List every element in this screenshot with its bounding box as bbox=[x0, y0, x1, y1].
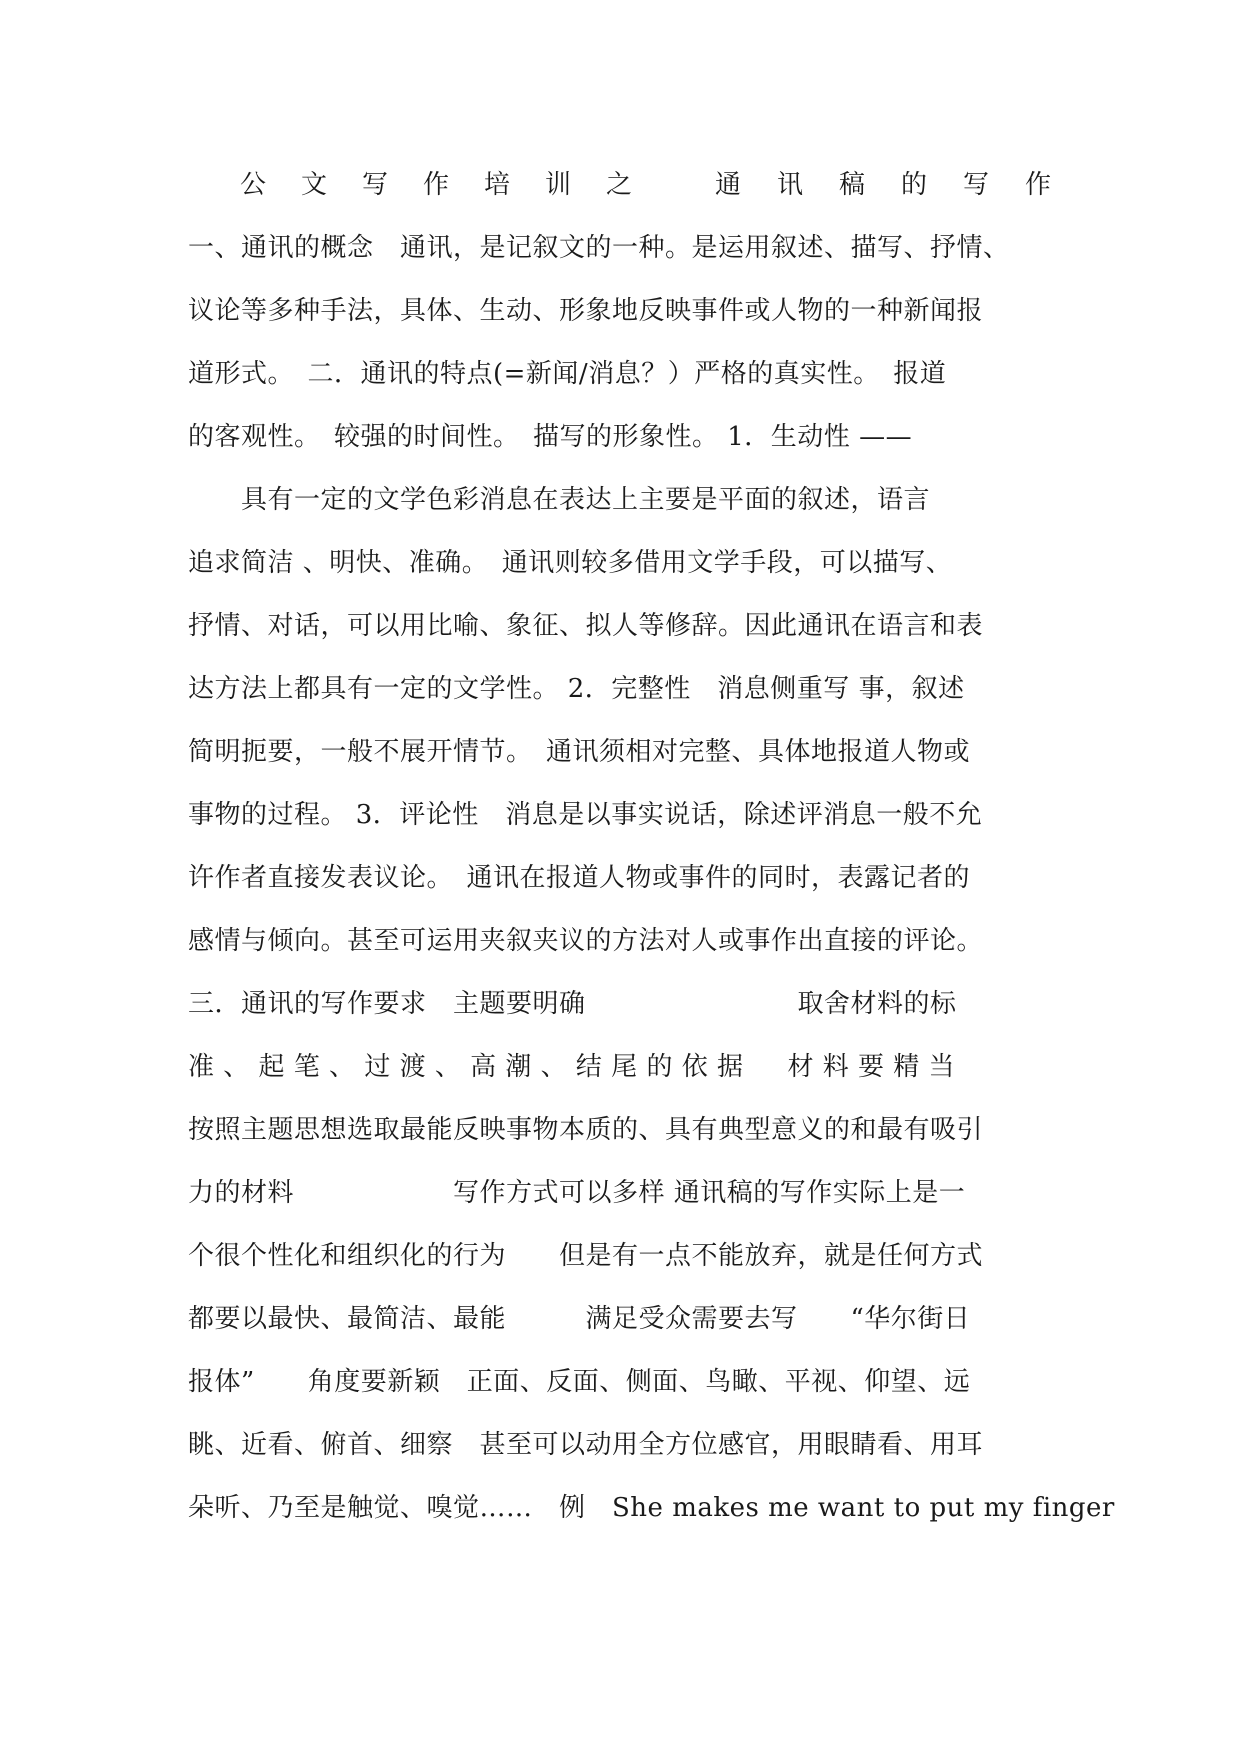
title-char: 的 bbox=[901, 170, 928, 200]
title-char: 训 bbox=[545, 170, 572, 200]
body-line: 许作者直接发表议论。 通讯在报道人物或事件的同时，表露记者的 bbox=[188, 863, 971, 893]
title-char: 之 bbox=[606, 170, 633, 200]
body-line: 朵听、乃至是触觉、嗅觉…… 例 She makes me want to put my finger bbox=[188, 1493, 1115, 1523]
body-line: 事物的过程。 3．评论性 消息是以事实说话，除述评消息一般不允 bbox=[188, 800, 983, 830]
body-line: 一、通讯的概念 通讯，是记叙文的一种。是运用叙述、描写、抒情、 bbox=[188, 233, 1010, 263]
body-line: 个很个性化和组织化的行为 但是有一点不能放弃，就是任何方式 bbox=[188, 1241, 984, 1271]
title-char: 讯 bbox=[777, 170, 804, 200]
body-line: 的客观性。 较强的时间性。 描写的形象性。 1．生动性 —— bbox=[188, 422, 913, 452]
title-char: 稿 bbox=[839, 170, 866, 200]
body-line: 报体” 角度要新颖 正面、反面、侧面、鸟瞰、平视、仰望、远 bbox=[188, 1367, 971, 1397]
title-char: 公 bbox=[240, 170, 267, 200]
title-char: 作 bbox=[423, 170, 450, 200]
document-title bbox=[188, 168, 1088, 202]
title-char: 写 bbox=[362, 170, 389, 200]
body-line: 抒情、对话，可以用比喻、象征、拟人等修辞。因此通讯在语言和表 bbox=[188, 611, 984, 641]
title-char: 通 bbox=[715, 170, 742, 200]
body-line: 达方法上都具有一定的文学性。 2．完整性 消息侧重写 事，叙述 bbox=[188, 674, 965, 704]
body-line: 力的材料 写作方式可以多样 通讯稿的写作实际上是一 bbox=[188, 1178, 966, 1208]
body-line: 具有一定的文学色彩消息在表达上主要是平面的叙述，语言 bbox=[188, 485, 931, 515]
body-line: 道形式。 二．通讯的特点(=新闻/消息？）严格的真实性。 报道 bbox=[188, 359, 947, 389]
title-char: 作 bbox=[1025, 170, 1052, 200]
body-line: 感情与倾向。甚至可运用夹叙夹议的方法对人或事作出直接的评论。 bbox=[188, 926, 984, 956]
title-char: 培 bbox=[484, 170, 511, 200]
body-line: 追求简洁 、明快、准确。 通讯则较多借用文学手段，可以描写、 bbox=[188, 548, 953, 578]
body-line: 议论等多种手法，具体、生动、形象地反映事件或人物的一种新闻报 bbox=[188, 296, 984, 326]
title-char: 写 bbox=[963, 170, 990, 200]
body-line: 眺、近看、俯首、细察 甚至可以动用全方位感官，用眼睛看、用耳 bbox=[188, 1430, 984, 1460]
body-line: 三．通讯的写作要求 主题要明确 取舍材料的标 bbox=[188, 989, 957, 1019]
body-line: 按照主题思想选取最能反映事物本质的、具有典型意义的和最有吸引 bbox=[188, 1115, 984, 1145]
body-line: 都要以最快、最简洁、最能 满足受众需要去写 “华尔街日 bbox=[188, 1304, 971, 1334]
title-char: 文 bbox=[301, 170, 328, 200]
body-line: 简明扼要，一般不展开情节。 通讯须相对完整、具体地报道人物或 bbox=[188, 737, 971, 767]
body-line: 准 、 起 笔 、 过 渡 、 高 潮 、 结 尾 的 依 据 材 料 要 精 当 bbox=[188, 1052, 956, 1082]
